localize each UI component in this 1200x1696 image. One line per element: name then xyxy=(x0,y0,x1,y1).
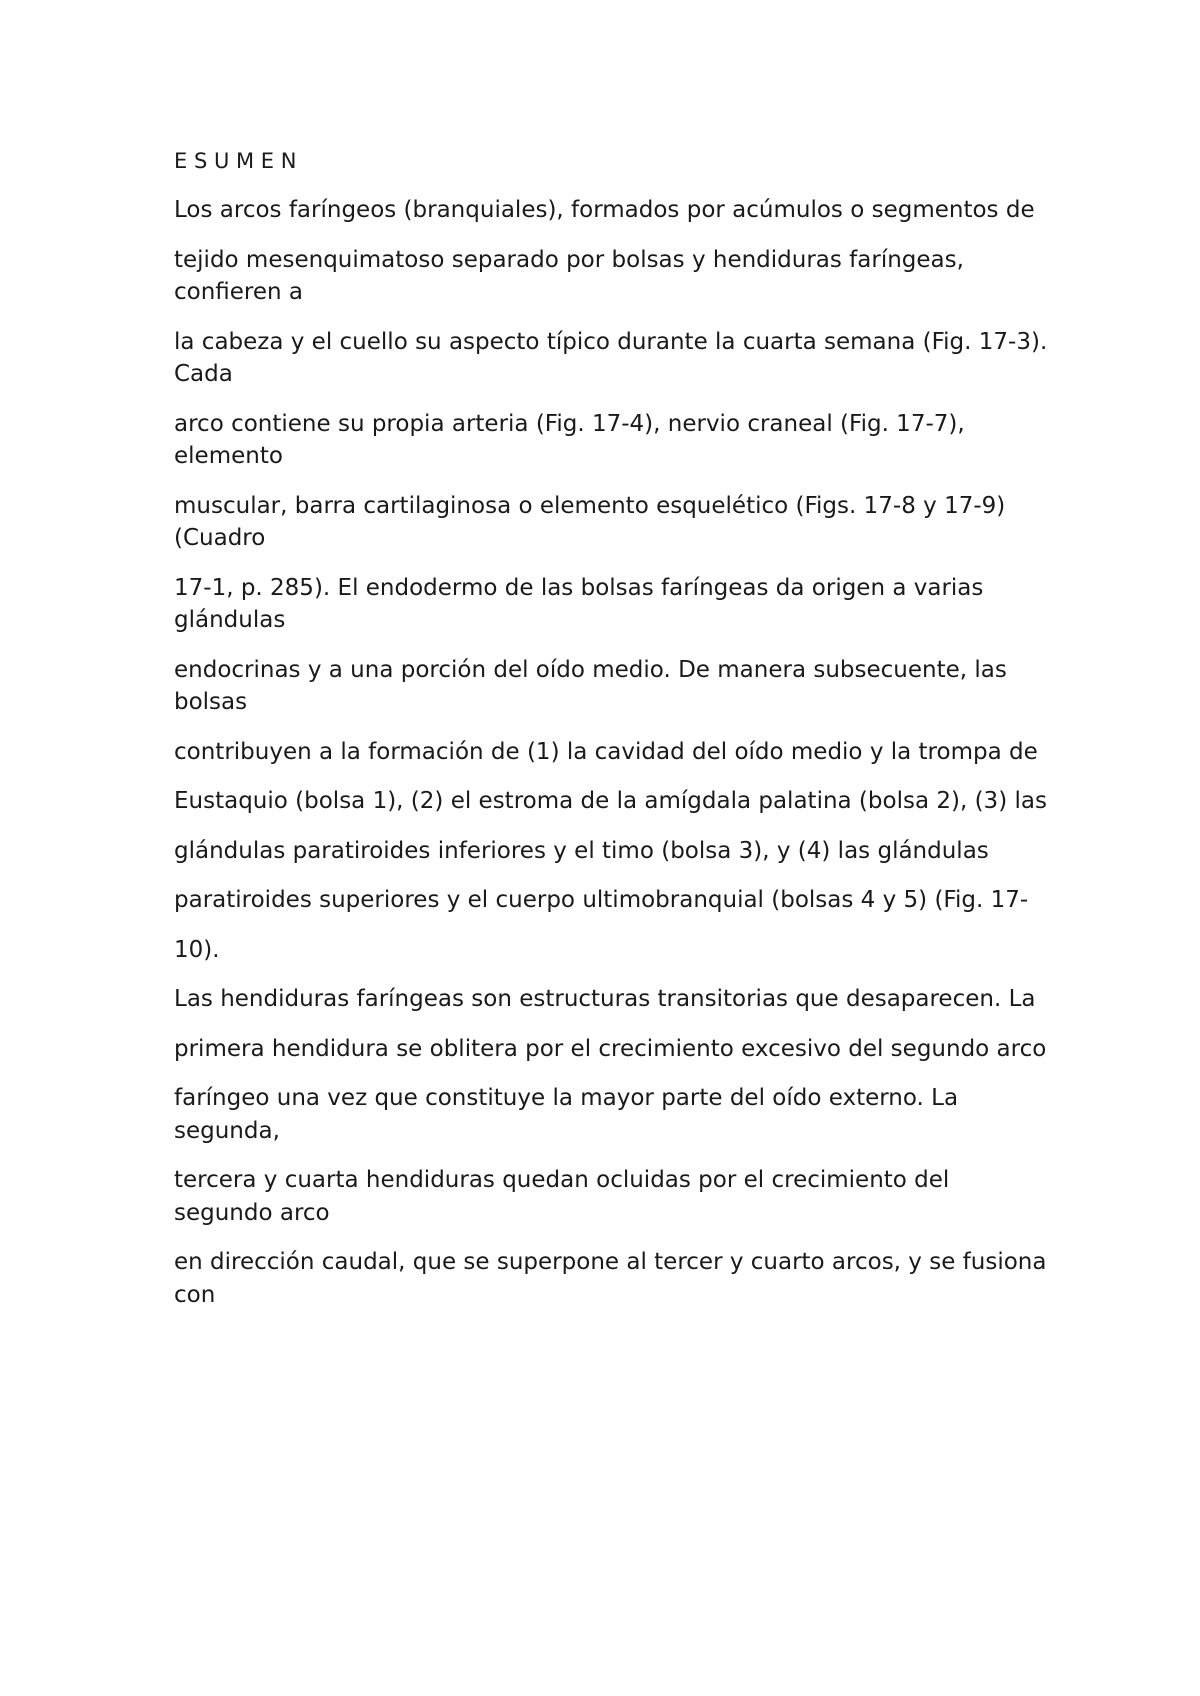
paragraph-11: paratiroides superiores y el cuerpo ultimobranquial (bolsas 4 y 5) (Fig. 17- xyxy=(174,887,1029,913)
document-body xyxy=(174,145,1054,1328)
paragraph-16: tercera y cuarta hendiduras quedan ocluidas por el crecimiento del segundo arco xyxy=(174,1167,950,1226)
paragraph-13: Las hendiduras faríngeas son estructuras transitorias que desaparecen. La xyxy=(174,986,1036,1012)
document-heading: E S U M E N xyxy=(174,149,297,173)
paragraph-10: glándulas paratiroides inferiores y el timo (bolsa 3), y (4) las glándulas xyxy=(174,837,989,864)
paragraph-2: tejido mesenquimatoso separado por bolsas y hendiduras faríngeas, confieren a xyxy=(174,246,964,305)
paragraph-5: muscular, barra cartilaginosa o elemento esquelético (Figs. 17-8 y 17-9) (Cuadro xyxy=(174,492,1006,551)
paragraph-7: endocrinas y a una porción del oído medio. De manera subsecuente, las bolsas xyxy=(174,656,1007,715)
paragraph-6: 17-1, p. 285). El endodermo de las bolsas faríngeas da origen a varias glándulas xyxy=(174,574,984,633)
paragraph-17: en dirección caudal, que se superpone al tercer y cuarto arcos, y se fusiona con xyxy=(174,1249,1047,1308)
paragraph-9: Eustaquio (bolsa 1), (2) el estroma de la amígdala palatina (bolsa 2), (3) las xyxy=(174,788,1047,814)
paragraph-15: faríngeo una vez que constituye la mayor parte del oído externo. La segunda, xyxy=(174,1085,959,1144)
paragraph-3: la cabeza y el cuello su aspecto típico durante la cuarta semana (Fig. 17-3). Cada xyxy=(174,328,1048,387)
paragraph-4: arco contiene su propia arteria (Fig. 17-4), nervio craneal (Fig. 17-7), elemento xyxy=(174,410,965,469)
paragraph-12: 10). xyxy=(174,936,220,963)
paragraph-14: primera hendidura se oblitera por el crecimiento excesivo del segundo arco xyxy=(174,1035,1047,1062)
paragraph-8: contribuyen a la formación de (1) la cavidad del oído medio y la trompa de xyxy=(174,738,1038,765)
paragraph-1: Los arcos faríngeos (branquiales), formados por acúmulos o segmentos de xyxy=(174,197,1035,223)
